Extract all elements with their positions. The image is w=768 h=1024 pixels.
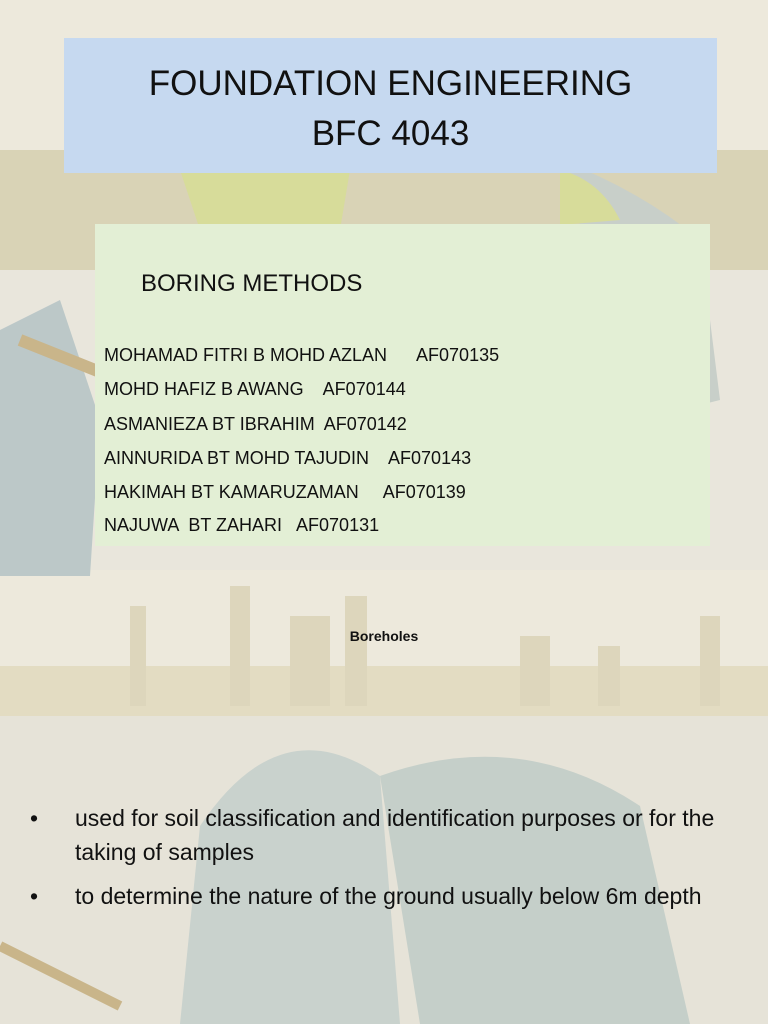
group-info-box	[95, 224, 710, 546]
course-title: FOUNDATION ENGINEERING	[148, 64, 633, 103]
bullet-text: used for soil classification and identification purposes or for the taking of samples	[75, 805, 715, 865]
member-3: ASMANIEZA BT IBRAHIM AF070142	[104, 414, 407, 434]
bullet-icon: •	[30, 883, 39, 909]
member-6: NAJUWA BT ZAHARI AF070131	[104, 515, 380, 535]
member-4: AINNURIDA BT MOHD TAJUDIN AF070143	[104, 448, 472, 468]
bullet-text: to determine the nature of the ground usually below 6m depth	[75, 883, 702, 909]
slide-title: Boreholes	[349, 628, 419, 644]
bullet-icon: •	[30, 805, 39, 831]
course-code: BFC 4043	[311, 114, 470, 153]
member-5: HAKIMAH BT KAMARUZAMAN AF070139	[104, 482, 466, 502]
member-1: MOHAMAD FITRI B MOHD AZLAN AF070135	[104, 345, 500, 365]
title-box	[64, 38, 717, 173]
topic-subtitle: BORING METHODS	[141, 270, 363, 297]
slide-2	[0, 576, 768, 1024]
member-2: MOHD HAFIZ B AWANG AF070144	[104, 379, 406, 399]
